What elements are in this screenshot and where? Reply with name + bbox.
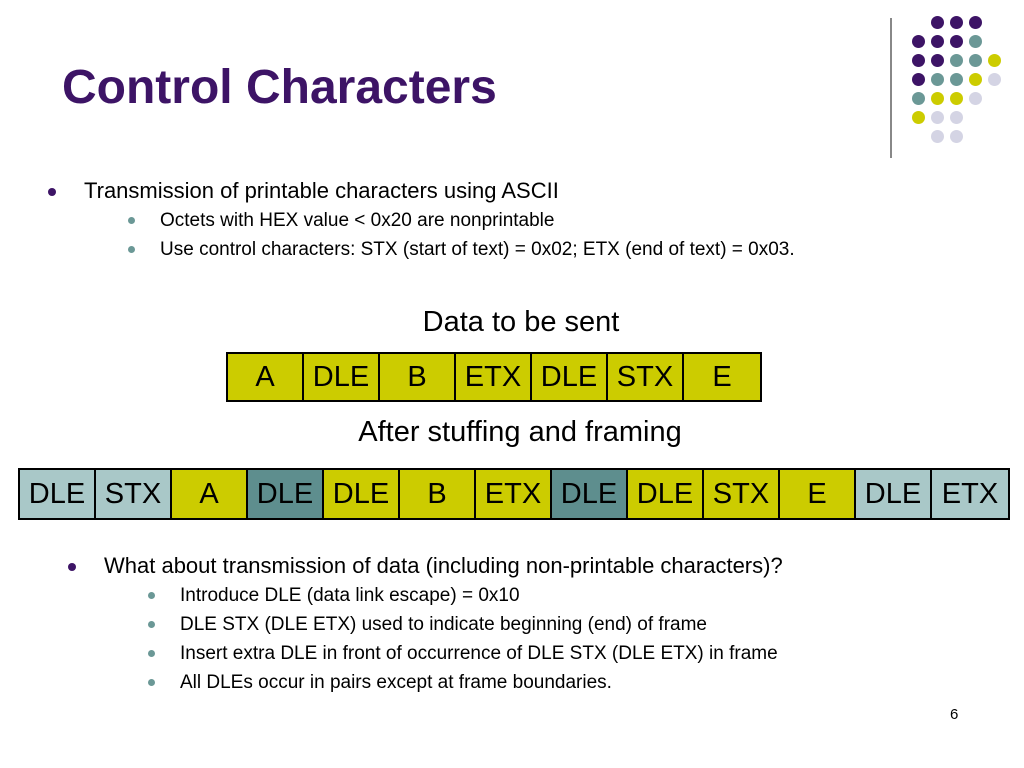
byte-cell: E — [684, 354, 760, 400]
stuffed-dle-cell: DLE — [248, 470, 324, 518]
sub-bullet-item: DLE STX (DLE ETX) used to indicate beginning (end) of frame — [104, 610, 783, 639]
data-sent-row — [226, 352, 762, 402]
decorative-dot — [931, 92, 944, 105]
frame-start-cell: DLE — [20, 470, 96, 518]
sub-bullet-item: Use control characters: STX (start of text) = 0x02; ETX (end of text) = 0x03. — [84, 235, 795, 264]
byte-cell: B — [380, 354, 456, 400]
decorative-dot — [988, 54, 1001, 67]
decorative-dot — [950, 92, 963, 105]
bullet-item — [66, 553, 783, 697]
decorative-dot — [950, 111, 963, 124]
slide-title: Control Characters — [62, 61, 497, 114]
byte-cell: DLE — [532, 354, 608, 400]
caption-data-to-be-sent: Data to be sent — [422, 306, 620, 338]
decorative-dot — [950, 130, 963, 143]
byte-cell: E — [780, 470, 856, 518]
decorative-dot — [988, 73, 1001, 86]
byte-cell: STX — [704, 470, 780, 518]
sub-bullet-item: Introduce DLE (data link escape) = 0x10 — [104, 581, 783, 610]
decorative-dot — [931, 73, 944, 86]
decorative-dot — [912, 73, 925, 86]
bullet-text: Transmission of printable characters using ASCII — [84, 178, 559, 203]
top-bullet-list — [46, 178, 795, 264]
byte-cell: A — [228, 354, 304, 400]
decorative-dot — [950, 35, 963, 48]
sub-bullet-item: All DLEs occur in pairs except at frame boundaries. — [104, 668, 783, 697]
byte-cell: ETX — [476, 470, 552, 518]
byte-cell: STX — [608, 354, 684, 400]
decorative-dot — [969, 16, 982, 29]
decorative-dot — [912, 111, 925, 124]
decorative-dot — [912, 54, 925, 67]
bullet-text: What about transmission of data (including non-printable characters)? — [104, 553, 783, 578]
byte-cell: DLE — [324, 470, 400, 518]
frame-start-cell: STX — [96, 470, 172, 518]
divider-line — [890, 18, 892, 158]
decorative-dot — [969, 54, 982, 67]
page-number: 6 — [950, 706, 959, 723]
bottom-bullet-list — [66, 553, 783, 697]
decorative-dot — [969, 92, 982, 105]
byte-cell: DLE — [304, 354, 380, 400]
decorative-dot — [931, 35, 944, 48]
sub-bullet-item: Octets with HEX value < 0x20 are nonprintable — [84, 206, 795, 235]
stuffed-frame-row — [18, 468, 1010, 520]
byte-cell: ETX — [456, 354, 532, 400]
decorative-dot — [931, 54, 944, 67]
bullet-item — [46, 178, 795, 264]
decorative-dot — [950, 54, 963, 67]
caption-after-stuffing: After stuffing and framing — [358, 416, 682, 448]
byte-cell: A — [172, 470, 248, 518]
decorative-dot — [931, 111, 944, 124]
decorative-dot — [931, 16, 944, 29]
sub-bullet-list — [104, 581, 783, 697]
sub-bullet-list — [84, 206, 795, 264]
stuffed-dle-cell: DLE — [552, 470, 628, 518]
decorative-dot — [969, 35, 982, 48]
decorative-dot — [950, 73, 963, 86]
decorative-dot — [969, 73, 982, 86]
byte-cell: DLE — [628, 470, 704, 518]
sub-bullet-item: Insert extra DLE in front of occurrence of DLE STX (DLE ETX) in frame — [104, 639, 783, 668]
decorative-dot — [950, 16, 963, 29]
byte-cell: B — [400, 470, 476, 518]
decorative-dot — [931, 130, 944, 143]
frame-end-cell: ETX — [932, 470, 1008, 518]
frame-end-cell: DLE — [856, 470, 932, 518]
decorative-dot — [912, 35, 925, 48]
decorative-dot — [912, 92, 925, 105]
